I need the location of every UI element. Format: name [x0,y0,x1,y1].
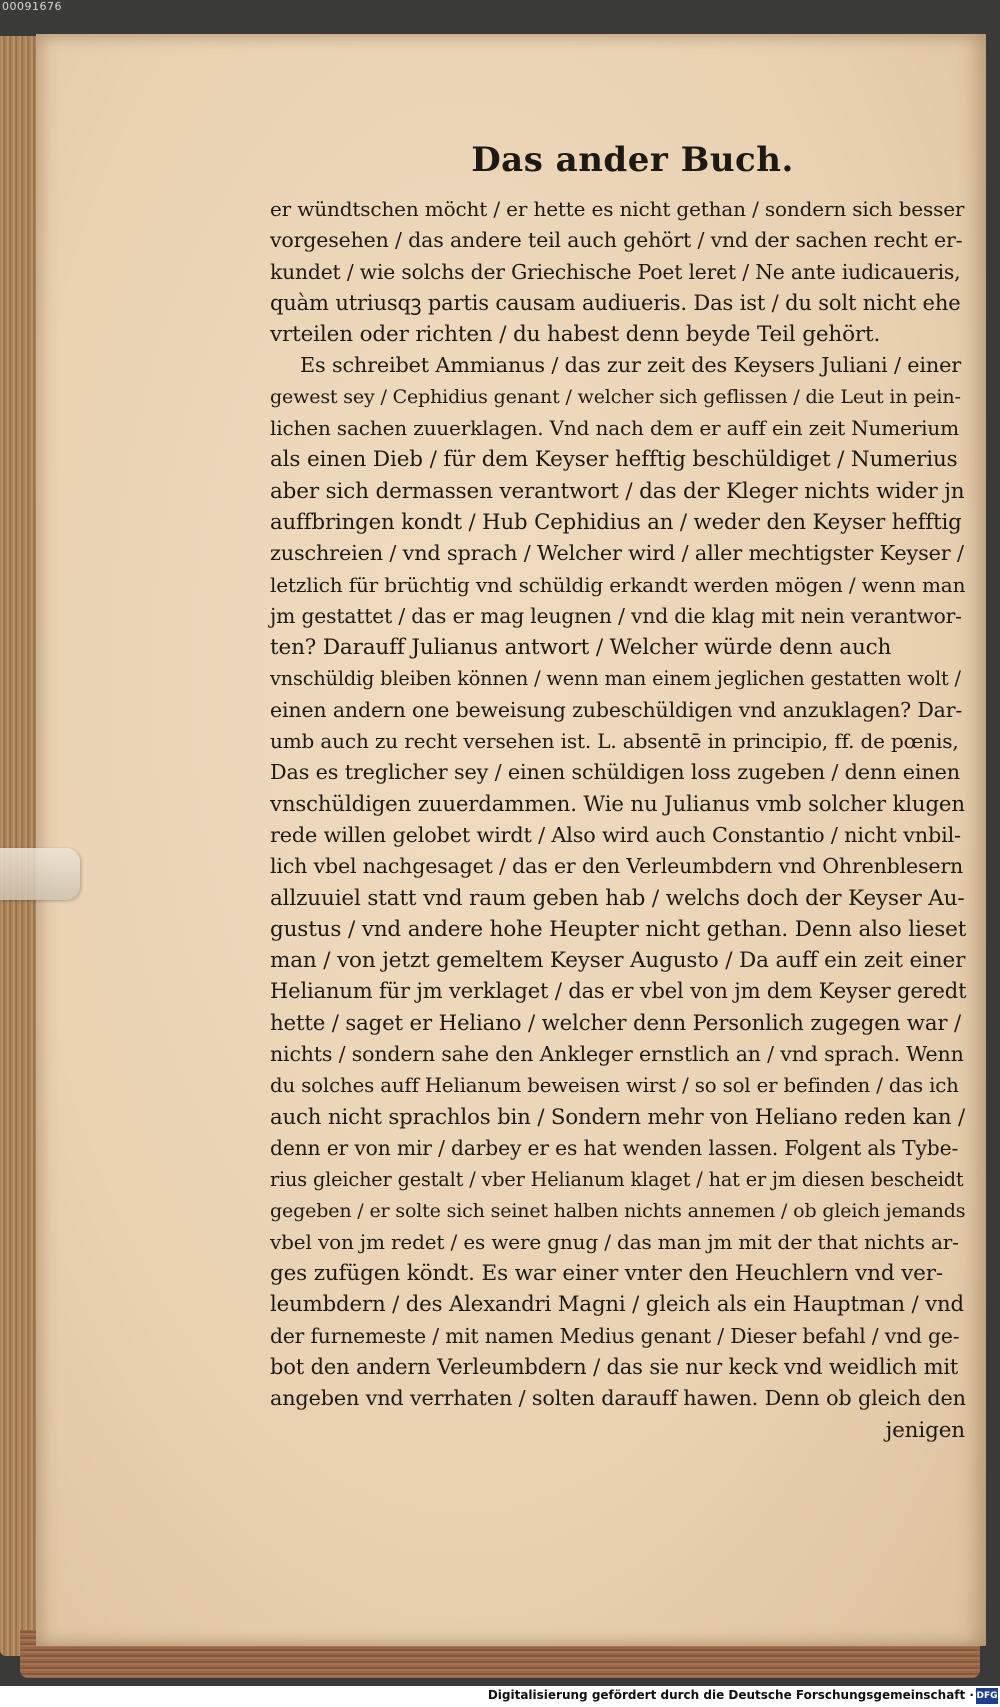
text-line: als einen Dieb / für dem Keyser hefftig beschüldiget / Numerius [270,447,958,473]
text-line: Es schreibet Ammianus / das zur zeit des Keysers Juliani / einer [300,353,961,378]
text-line: nichts / sondern sahe den Ankleger ernstlich an / vnd sprach. Wenn [270,1042,964,1067]
text-line: gustus / vnd andere hohe Heupter nicht gethan. Denn also lieset [270,916,967,942]
text-line: einen andern one beweisung zubeschüldigen vnd anzuklagen? Dar- [270,697,963,722]
catchword: jenigen [885,1417,965,1443]
text-line: man / von jetzt gemeltem Keyser Augusto / Da auff ein zeit einer [270,948,966,974]
text-line: zuschreien / vnd sprach / Welcher wird / aller mechtigster Keyser / [270,541,964,566]
text-line: vnschüldig bleiben können / wenn man einem jeglichen gestatten wolt / [270,667,961,691]
text-line: rius gleicher gestalt / vber Helianum klaget / hat er jm diesen bescheidt [270,1168,964,1192]
text-line: aber sich dermassen verantwort / das der Kleger nichts wider jn [270,478,965,504]
text-line: rede willen gelobet wirdt / Also wird auch Constantio / nicht vnbil- [270,822,961,847]
text-line: auch nicht sprachlos bin / Sondern mehr von Heliano reden kan / [270,1104,966,1130]
text-line: ges zufügen köndt. Es war einer vnter den Heuchlern vnd ver- [270,1261,943,1287]
text-line: allzuuiel statt vnd raum geben hab / welchs doch der Keyser Au- [270,885,965,911]
scan-id-label: 00091676 [2,0,62,13]
text-line: vnschüldigen zuuerdammen. Wie nu Julianus vmb solcher klugen [270,791,965,817]
text-block [270,194,965,1415]
text-line: Das es treglicher sey / einen schüldigen loss zugeben / denn einen [270,760,960,785]
text-line: vbel von jm redet / es were gnug / das man jm mit der that nichts ar- [270,1229,959,1254]
text-line: er wündtschen möcht / er hette es nicht gethan / sondern sich besser [270,197,965,221]
text-line: gewest sey / Cephidius genant / welcher sich geflissen / die Leut in pein- [270,385,961,408]
footer-bar [0,1686,1000,1707]
text-line: bot den andern Verleumbdern / das sie nur keck vnd weidlich mit [270,1354,959,1379]
text-line: letzlich für brüchtig vnd schüldig erkandt werden mögen / wenn man [270,572,966,597]
text-line: du solches auff Helianum beweisen wirst / so sol er befinden / das ich [270,1074,959,1098]
text-line: ten? Darauff Julianus antwort / Welcher würde denn auch [270,635,892,661]
text-line: denn er von mir / darbey er es hat wenden lassen. Folgent als Tybe- [270,1135,959,1160]
text-line: vorgesehen / das andere teil auch gehört / vnd der sachen recht er- [270,228,963,253]
text-line: umb auch zu recht versehen ist. L. absentē in principio, ff. de pœnis, [270,729,959,754]
running-head: Das ander Buch. [471,140,794,180]
text-line: lich vbel nachgesaget / das er den Verleumbdern vnd Ohrenblesern [270,854,964,879]
text-line: quàm utriusqꝫ partis causam audiueris. Das ist / du solt nicht ehe [270,290,961,315]
text-line: lichen sachen zuuerklagen. Vnd nach dem er auff ein zeit Numerium [270,416,959,441]
text-line: kundet / wie solchs der Griechische Poet leret / Ne ante iudicaueris, [270,259,961,284]
text-line: vrteilen oder richten / du habest denn beyde Teil gehört. [270,322,881,348]
footer-credit: Digitalisierung gefördert durch die Deutsche Forschungsgemeinschaft · [487,1688,974,1702]
page-content [270,140,965,1446]
text-line: der furnemeste / mit namen Medius genant / Dieser befahl / vnd ge- [270,1323,960,1348]
text-line: angeben vnd verrhaten / solten darauff hawen. Denn ob gleich den [270,1386,966,1411]
text-line: gegeben / er solte sich seinet halben nichts annemen / ob gleich jemands [270,1199,966,1222]
page-clip-tab [0,848,80,900]
text-line: auffbringen kondt / Hub Cephidius an / weder den Keyser hefftig [270,509,962,535]
text-line: jm gestattet / das er mag leugnen / vnd die klag mit nein verantwor- [270,603,962,628]
text-line: Helianum für jm verklaget / das er vbel von jm dem Keyser geredt [270,979,967,1004]
dfg-logo-icon: DFG [976,1688,998,1704]
text-line: leumbdern / des Alexandri Magni / gleich als ein Hauptman / vnd [270,1292,964,1318]
text-line: hette / saget er Heliano / welcher denn Personlich zugegen war / [270,1010,961,1036]
